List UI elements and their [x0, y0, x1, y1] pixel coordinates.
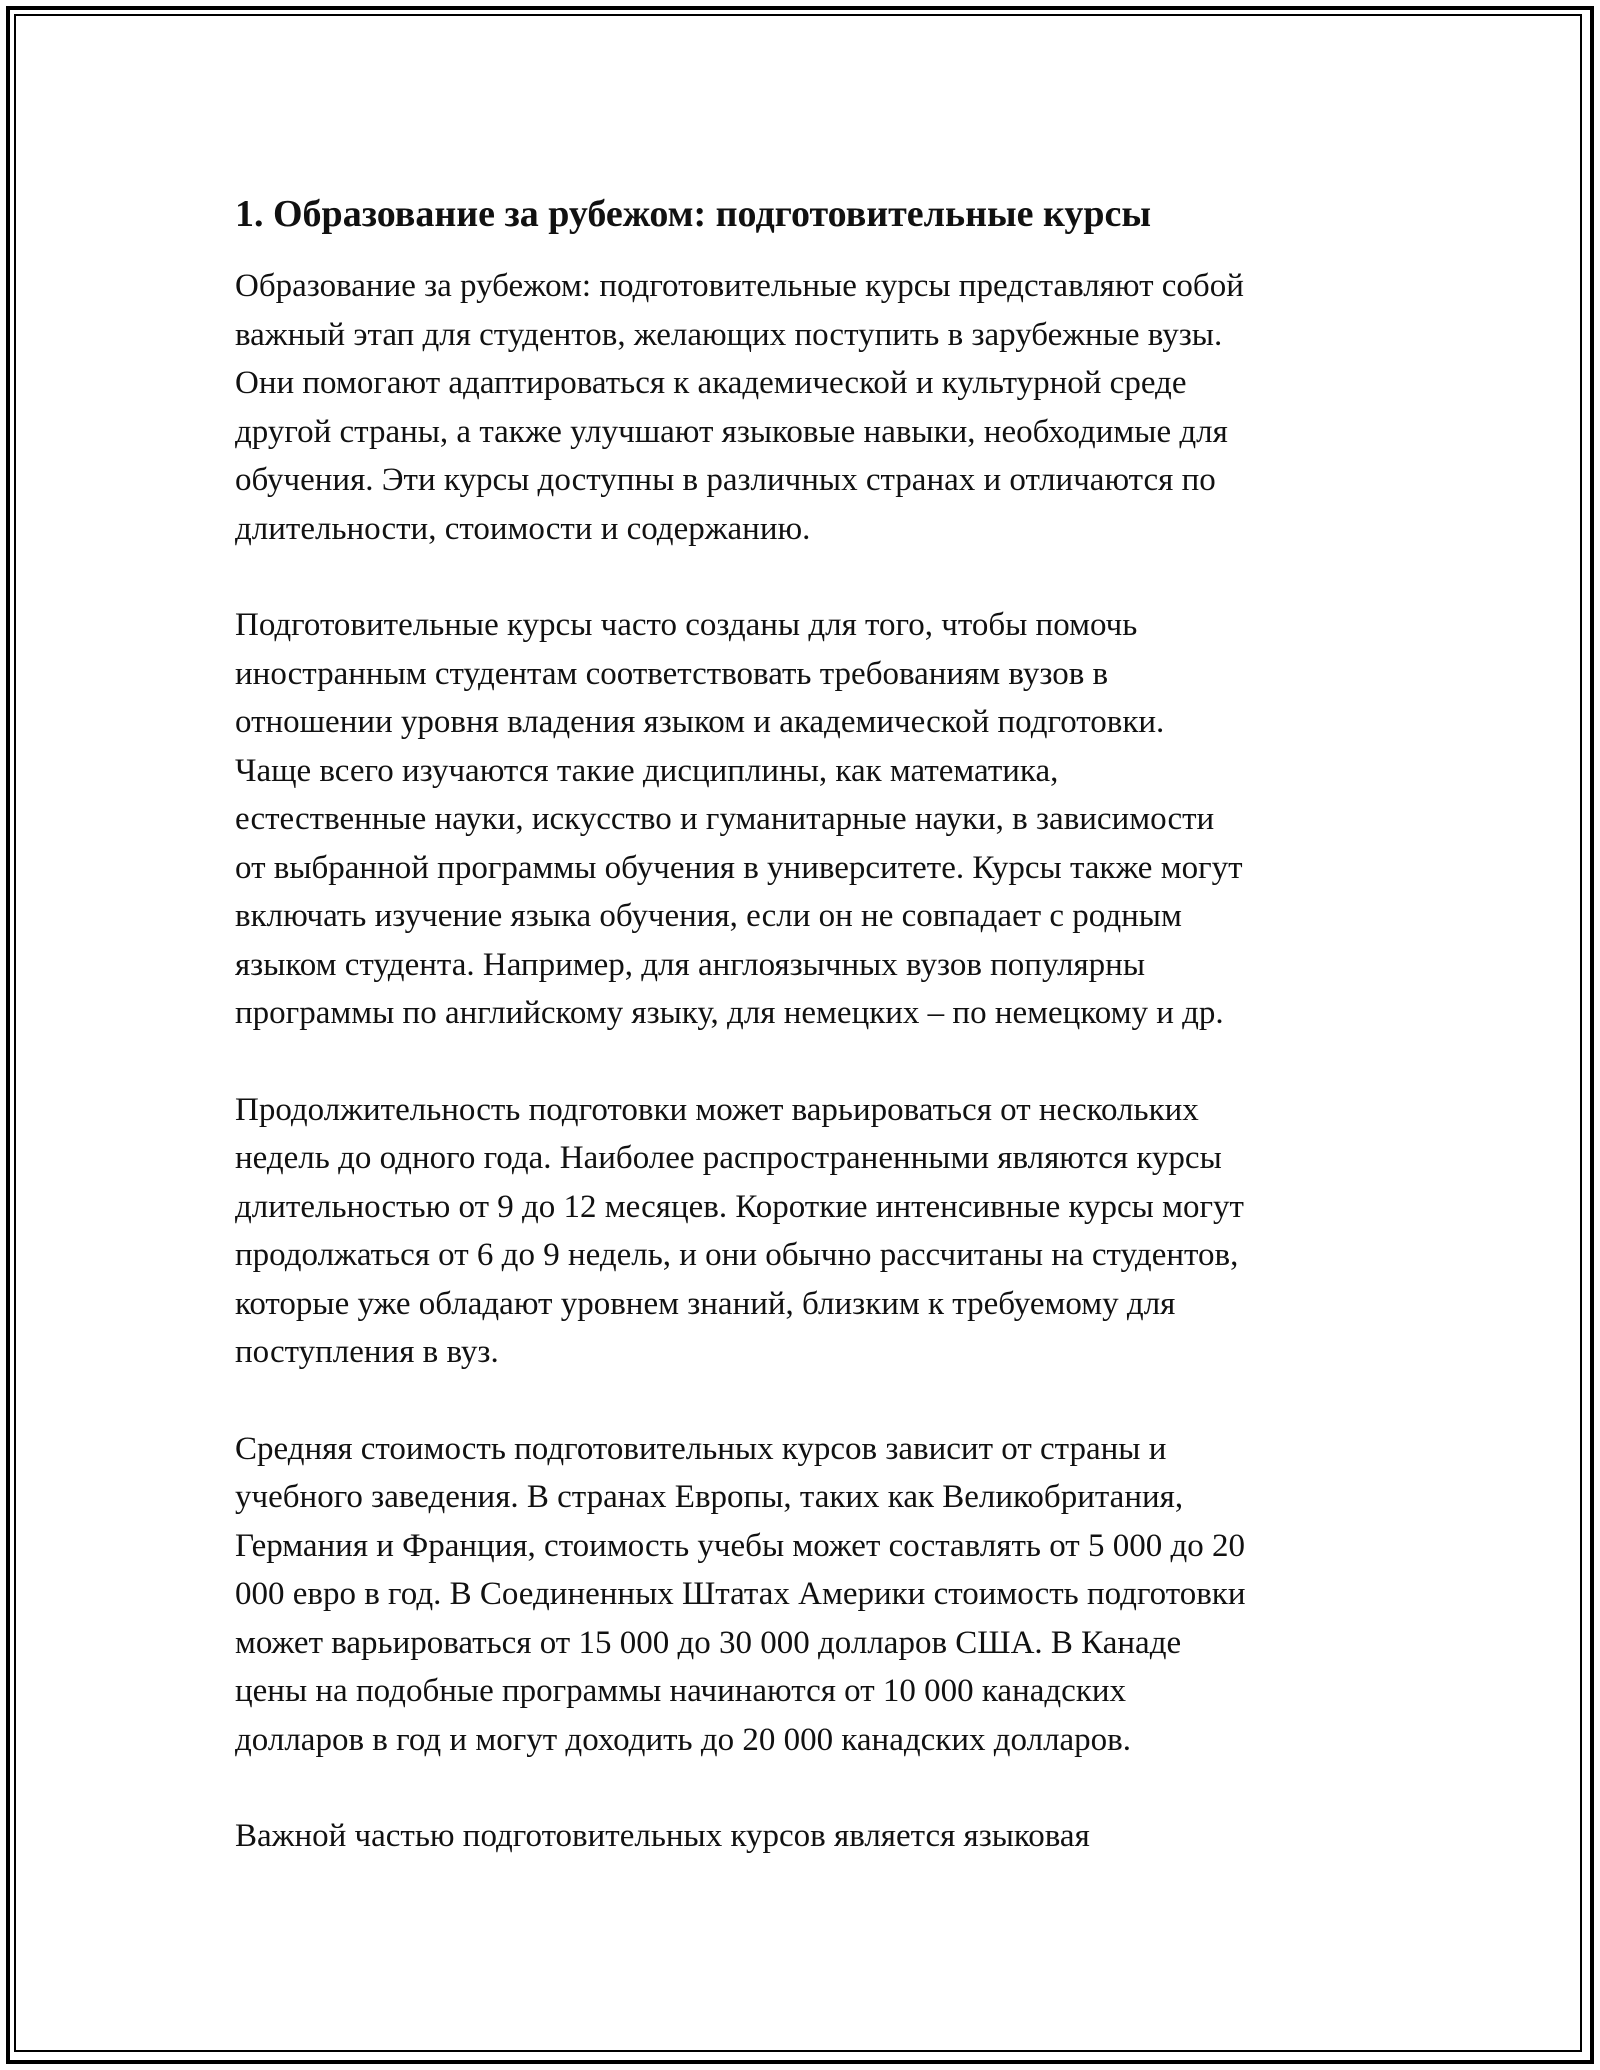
- text-line: длительностью от 9 до 12 месяцев. Короткие интенсивные курсы могут: [235, 1188, 1244, 1225]
- text-line: отношении уровня владения языком и академической подготовки.: [235, 704, 1165, 740]
- text-line: длительности, стоимости и содержанию.: [235, 510, 811, 547]
- text-line: важный этап для студентов, желающих поступить в зарубежные вузы.: [235, 316, 1223, 353]
- text-line: языком студента. Например, для англоязычных вузов популярны: [235, 946, 1145, 983]
- text-line: включать изучение языка обучения, если он не совпадает с родным: [235, 898, 1182, 934]
- paragraph-intro: [235, 262, 1385, 553]
- text-line: 000 евро в год. В Соединенных Штатах Америки стоимость подготовки: [235, 1576, 1246, 1612]
- paragraph-duration: [235, 1086, 1385, 1377]
- text-line: Средняя стоимость подготовительных курсов зависит от страны и: [235, 1430, 1167, 1467]
- text-line: может варьироваться от 15 000 до 30 000 долларов США. В Канаде: [235, 1624, 1182, 1661]
- paragraph-disciplines: [235, 601, 1385, 1038]
- text-line: цены на подобные программы начинаются от 10 000 канадских: [235, 1673, 1127, 1709]
- text-line: Подготовительные курсы часто созданы для того, чтобы помочь: [235, 607, 1138, 643]
- text-line: Важной частью подготовительных курсов является языковая: [235, 1818, 1090, 1854]
- text-line: которые уже обладают уровнем знаний, близким к требуемому для: [235, 1285, 1176, 1322]
- text-line: Они помогают адаптироваться к академической и культурной среде: [235, 365, 1187, 401]
- text-line: программы по английскому языку, для немецких – по немецкому и др.: [235, 995, 1224, 1031]
- paragraph-cost: [235, 1425, 1385, 1765]
- section-heading: 1. Образование за рубежом: подготовительные курсы: [235, 193, 1152, 235]
- text-line: продолжаться от 6 до 9 недель, и они обычно рассчитаны на студентов,: [235, 1237, 1239, 1273]
- text-line: естественные науки, искусство и гуманитарные науки, в зависимости: [235, 801, 1215, 837]
- text-line: недель до одного года. Наиболее распространенными являются курсы: [235, 1140, 1222, 1176]
- paragraph-language: [235, 1812, 1385, 1861]
- text-line: Продолжительность подготовки может варьироваться от нескольких: [235, 1091, 1199, 1128]
- text-line: Образование за рубежом: подготовительные курсы представляют собой: [235, 268, 1244, 304]
- text-line: долларов в год и могут доходить до 20 000 канадских долларов.: [235, 1721, 1132, 1758]
- document-body: [235, 188, 1385, 1909]
- text-line: другой страны, а также улучшают языковые навыки, необходимые для: [235, 413, 1228, 450]
- text-line: иностранным студентам соответствовать требованиям вузов в: [235, 655, 1109, 692]
- text-line: обучения. Эти курсы доступны в различных странах и отличаются по: [235, 462, 1216, 498]
- text-line: учебного заведения. В странах Европы, таких как Великобритания,: [235, 1479, 1184, 1515]
- text-line: от выбранной программы обучения в университете. Курсы также могут: [235, 849, 1243, 886]
- text-line: поступления в вуз.: [235, 1334, 499, 1370]
- text-line: Чаще всего изучаются такие дисциплины, как математика,: [235, 752, 1059, 789]
- text-line: Германия и Франция, стоимость учебы может составлять от 5 000 до 20: [235, 1527, 1245, 1564]
